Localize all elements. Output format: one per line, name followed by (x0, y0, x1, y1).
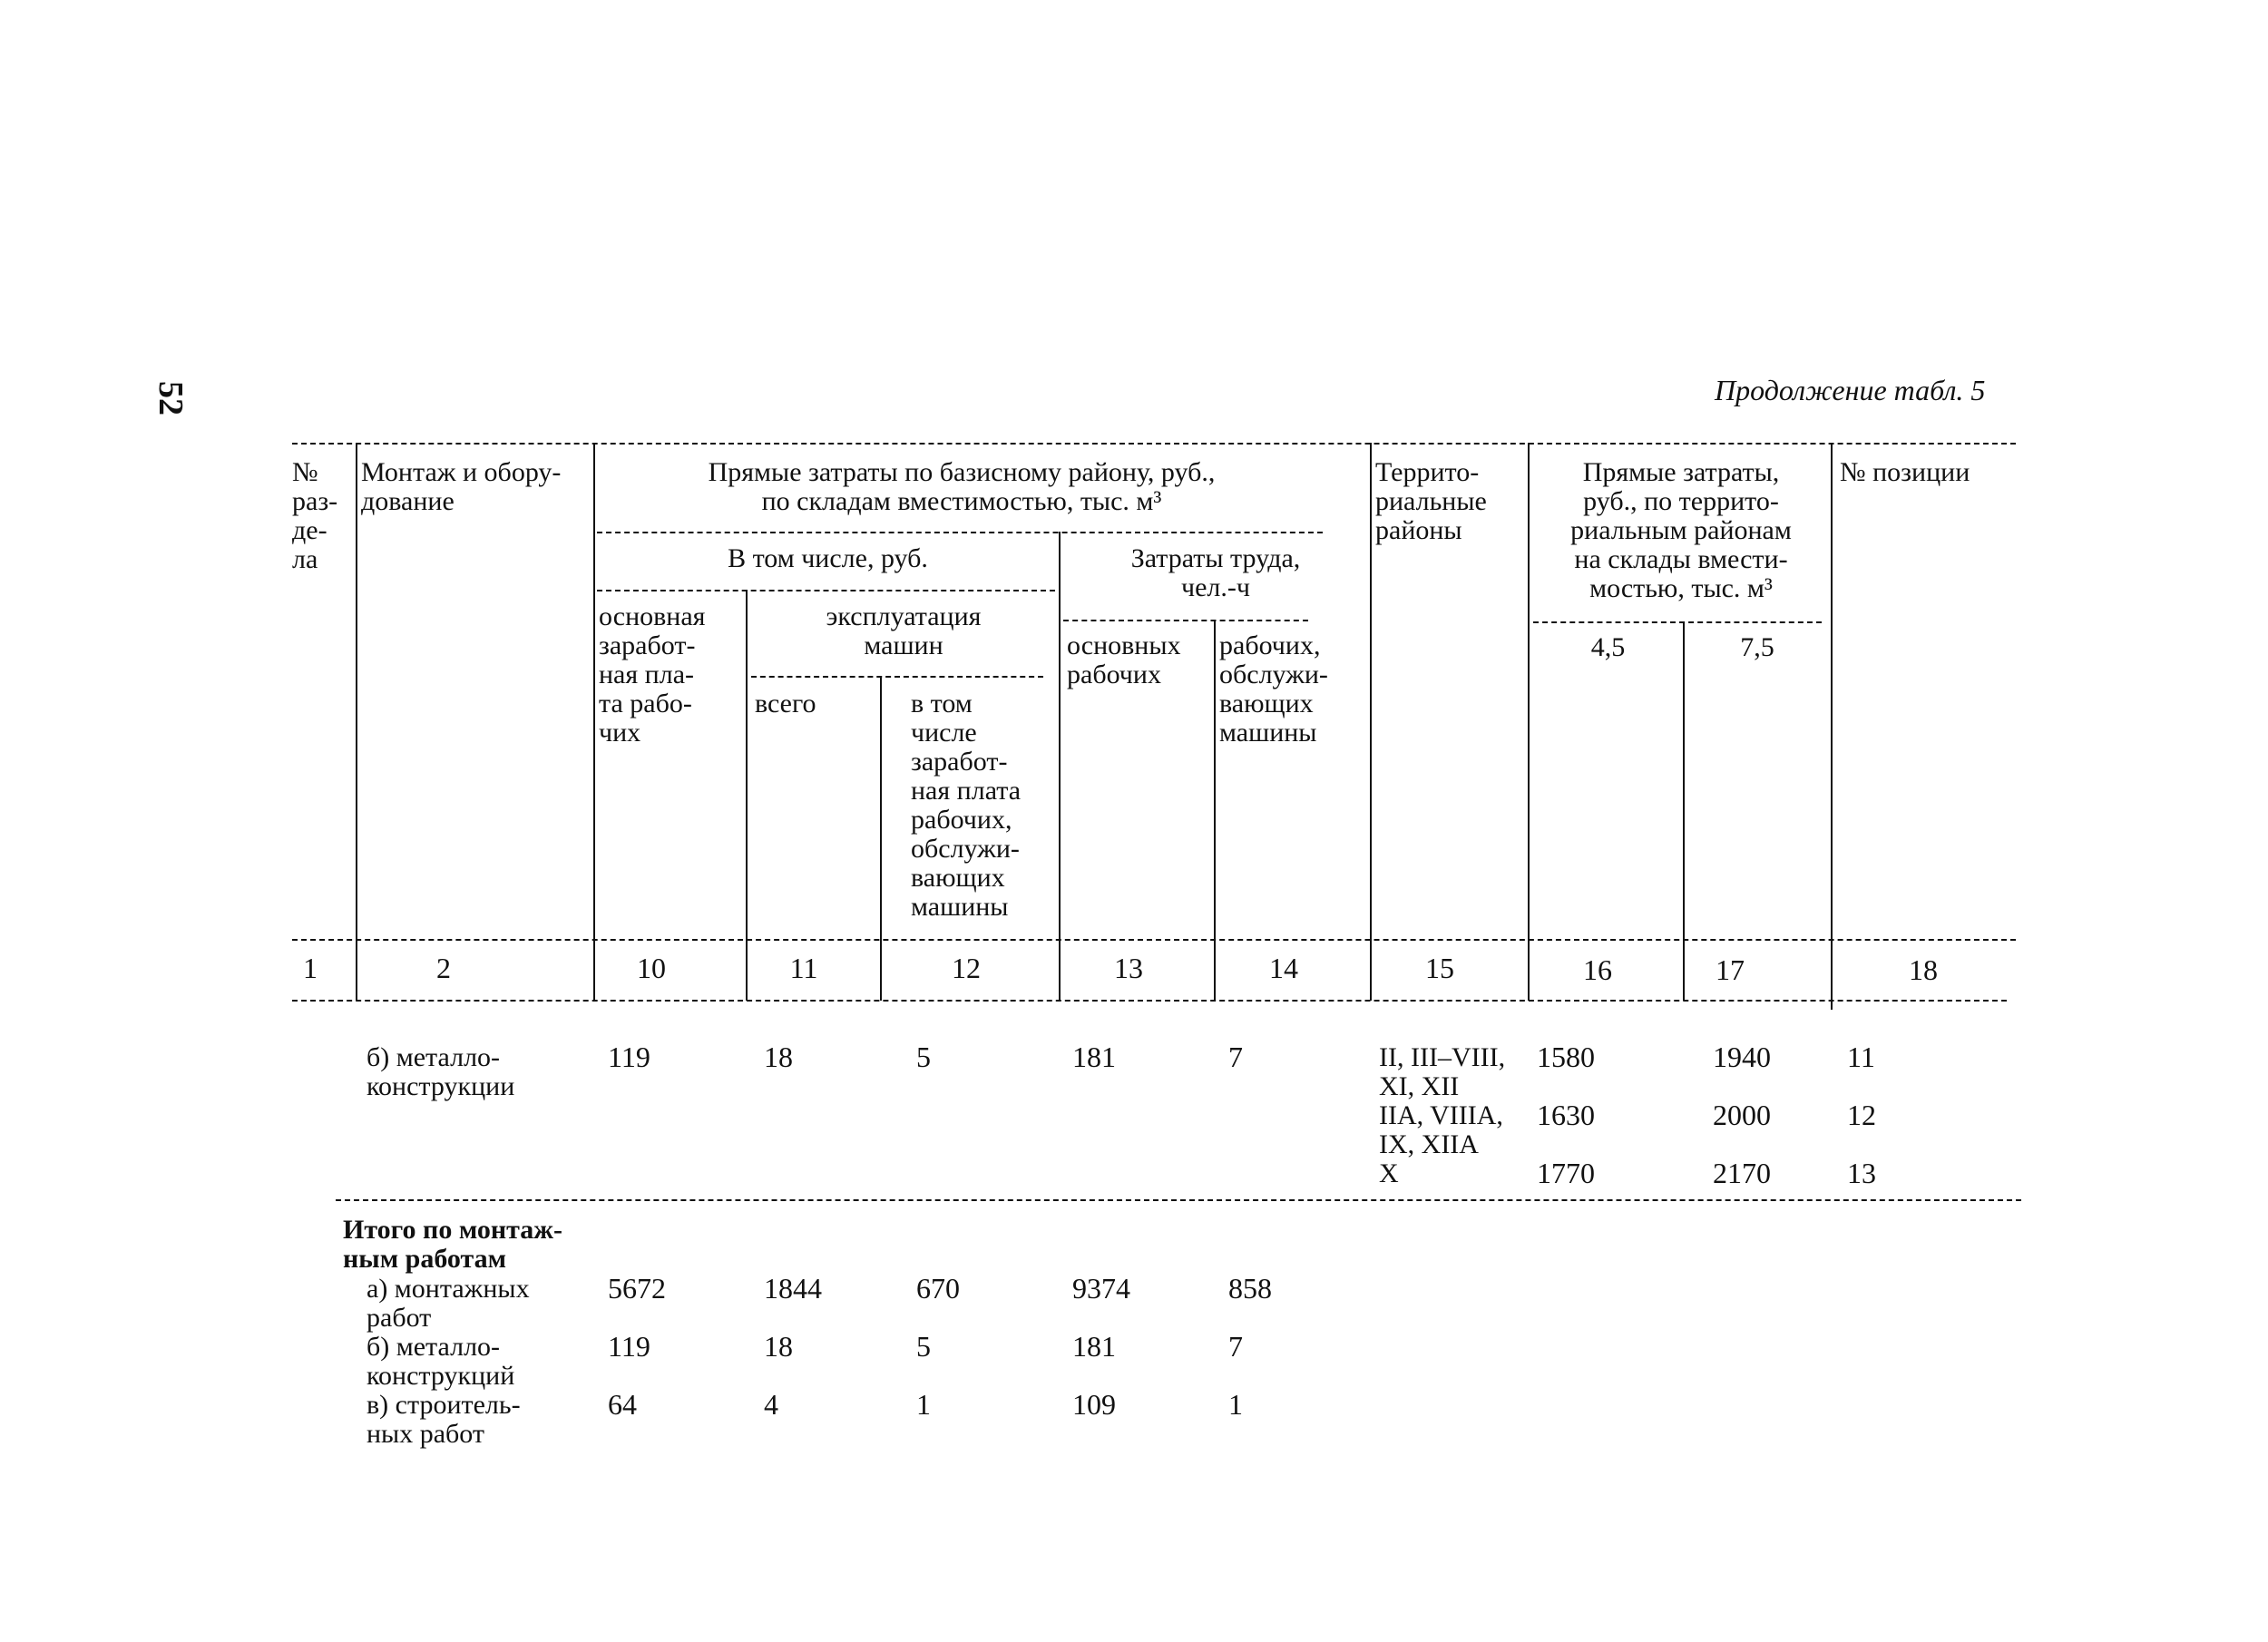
colnum: 10 (637, 952, 666, 984)
totals-c12: 670 (916, 1272, 960, 1305)
totals-title: Итого по монтаж- ным работам (343, 1215, 563, 1274)
col-line-5 (1059, 532, 1061, 1001)
colnum: 14 (1269, 952, 1298, 984)
header-capacity-2: 7,5 (1740, 632, 1774, 662)
table-caption: Продолжение табл. 5 (1715, 374, 1986, 406)
colnum: 1 (303, 952, 318, 984)
cell-metal-c14: 7 (1228, 1041, 1243, 1073)
cell-metal-c12: 5 (916, 1041, 931, 1073)
totals-c13: 9374 (1072, 1272, 1130, 1305)
region-c17: 2170 (1713, 1157, 1771, 1189)
region-name: X (1379, 1158, 1399, 1188)
rule-under-direct-costs (597, 532, 1323, 533)
header-position-no: № позиции (1840, 457, 1970, 487)
col-line-6 (1214, 620, 1216, 1001)
header-incl-rub: В том числе, руб. (728, 543, 928, 573)
header-capacity-1: 4,5 (1590, 632, 1626, 662)
col-line-8 (1528, 443, 1530, 1001)
rule-under-machine-op (751, 676, 1043, 678)
rule-under-incl-rub (597, 590, 1055, 591)
totals-c11: 1844 (764, 1272, 822, 1305)
cell-metal-c10: 119 (608, 1041, 650, 1073)
rule-above-col-numbers (292, 939, 2016, 941)
colnum: 18 (1909, 953, 1938, 986)
rule-under-territorial-title (1533, 621, 1822, 623)
colnum: 13 (1114, 952, 1143, 984)
totals-c14: 7 (1228, 1330, 1243, 1363)
region-c16: 1580 (1537, 1041, 1595, 1073)
header-direct-costs: Прямые затраты по базисному району, руб., по складам вместимостью, тыс. м³ (708, 457, 1216, 516)
totals-c10: 119 (608, 1330, 650, 1363)
totals-c10: 5672 (608, 1272, 666, 1305)
header-base-wage: основная заработ- ная пла- та рабо- чих (599, 601, 706, 748)
totals-c14: 858 (1228, 1272, 1272, 1305)
region-c17: 2000 (1713, 1099, 1771, 1131)
region-c17: 1940 (1713, 1041, 1771, 1073)
totals-c12: 5 (916, 1330, 931, 1363)
totals-c13: 109 (1072, 1388, 1116, 1421)
header-installation: Монтаж и обору- дование (361, 457, 562, 516)
rule-below-col-numbers (292, 1000, 2007, 1002)
colnum: 12 (952, 952, 981, 984)
header-machine-operation: эксплуатация машин (826, 601, 982, 660)
row-metal-name: б) металло- конструкции (367, 1042, 515, 1101)
region-name: IIA, VIIIA, IX, XIIA (1379, 1100, 1503, 1159)
totals-row-name: в) строитель- ных работ (367, 1390, 521, 1449)
totals-c13: 181 (1072, 1330, 1116, 1363)
header-territorial-regions: Террито- риальные районы (1375, 457, 1487, 545)
header-total: всего (755, 689, 816, 718)
cell-metal-c13: 181 (1072, 1041, 1116, 1073)
header-section-no: № раз- де- ла (292, 457, 338, 574)
page-number: 52 (152, 381, 190, 415)
totals-c12: 1 (916, 1388, 931, 1421)
region-pos: 12 (1847, 1099, 1876, 1131)
header-direct-costs-territorial: Прямые затраты, руб., по террито- риальным районам на склады вмести- мостью, тыс. м³ (1570, 457, 1792, 603)
colnum: 11 (789, 952, 818, 984)
totals-c11: 4 (764, 1388, 778, 1421)
cell-metal-c11: 18 (764, 1041, 793, 1073)
region-c16: 1630 (1537, 1099, 1595, 1131)
totals-row-name: а) монтажных работ (367, 1274, 530, 1333)
rule-above-totals (336, 1199, 2021, 1201)
header-incl-wage-machine: в том числе заработ- ная плата рабочих, обслужи- вающих машины (911, 689, 1022, 922)
totals-c11: 18 (764, 1330, 793, 1363)
col-line-2 (593, 443, 595, 1001)
region-pos: 13 (1847, 1157, 1876, 1189)
col-line-7 (1370, 443, 1372, 1001)
region-name: II, III–VIII, XI, XII (1379, 1042, 1506, 1101)
totals-c10: 64 (608, 1388, 637, 1421)
table-top-rule (292, 443, 2016, 445)
totals-row-name: б) металло- конструкций (367, 1332, 515, 1391)
col-line-3 (746, 590, 748, 1001)
colnum: 2 (436, 952, 451, 984)
totals-c14: 1 (1228, 1388, 1243, 1421)
region-pos: 11 (1847, 1041, 1875, 1073)
colnum: 15 (1425, 952, 1454, 984)
header-main-workers: основных рабочих (1067, 630, 1181, 689)
header-machine-workers: рабочих, обслужи- вающих машины (1219, 630, 1328, 748)
rule-under-labor (1063, 620, 1308, 621)
colnum: 17 (1716, 953, 1745, 986)
col-line-1 (356, 443, 357, 1001)
colnum: 16 (1583, 953, 1612, 986)
col-line-4 (880, 676, 882, 1001)
col-line-10 (1831, 443, 1833, 1010)
region-c16: 1770 (1537, 1157, 1595, 1189)
header-labor-costs: Затраты труда, чел.-ч (1130, 543, 1301, 602)
col-line-9 (1683, 621, 1685, 1001)
